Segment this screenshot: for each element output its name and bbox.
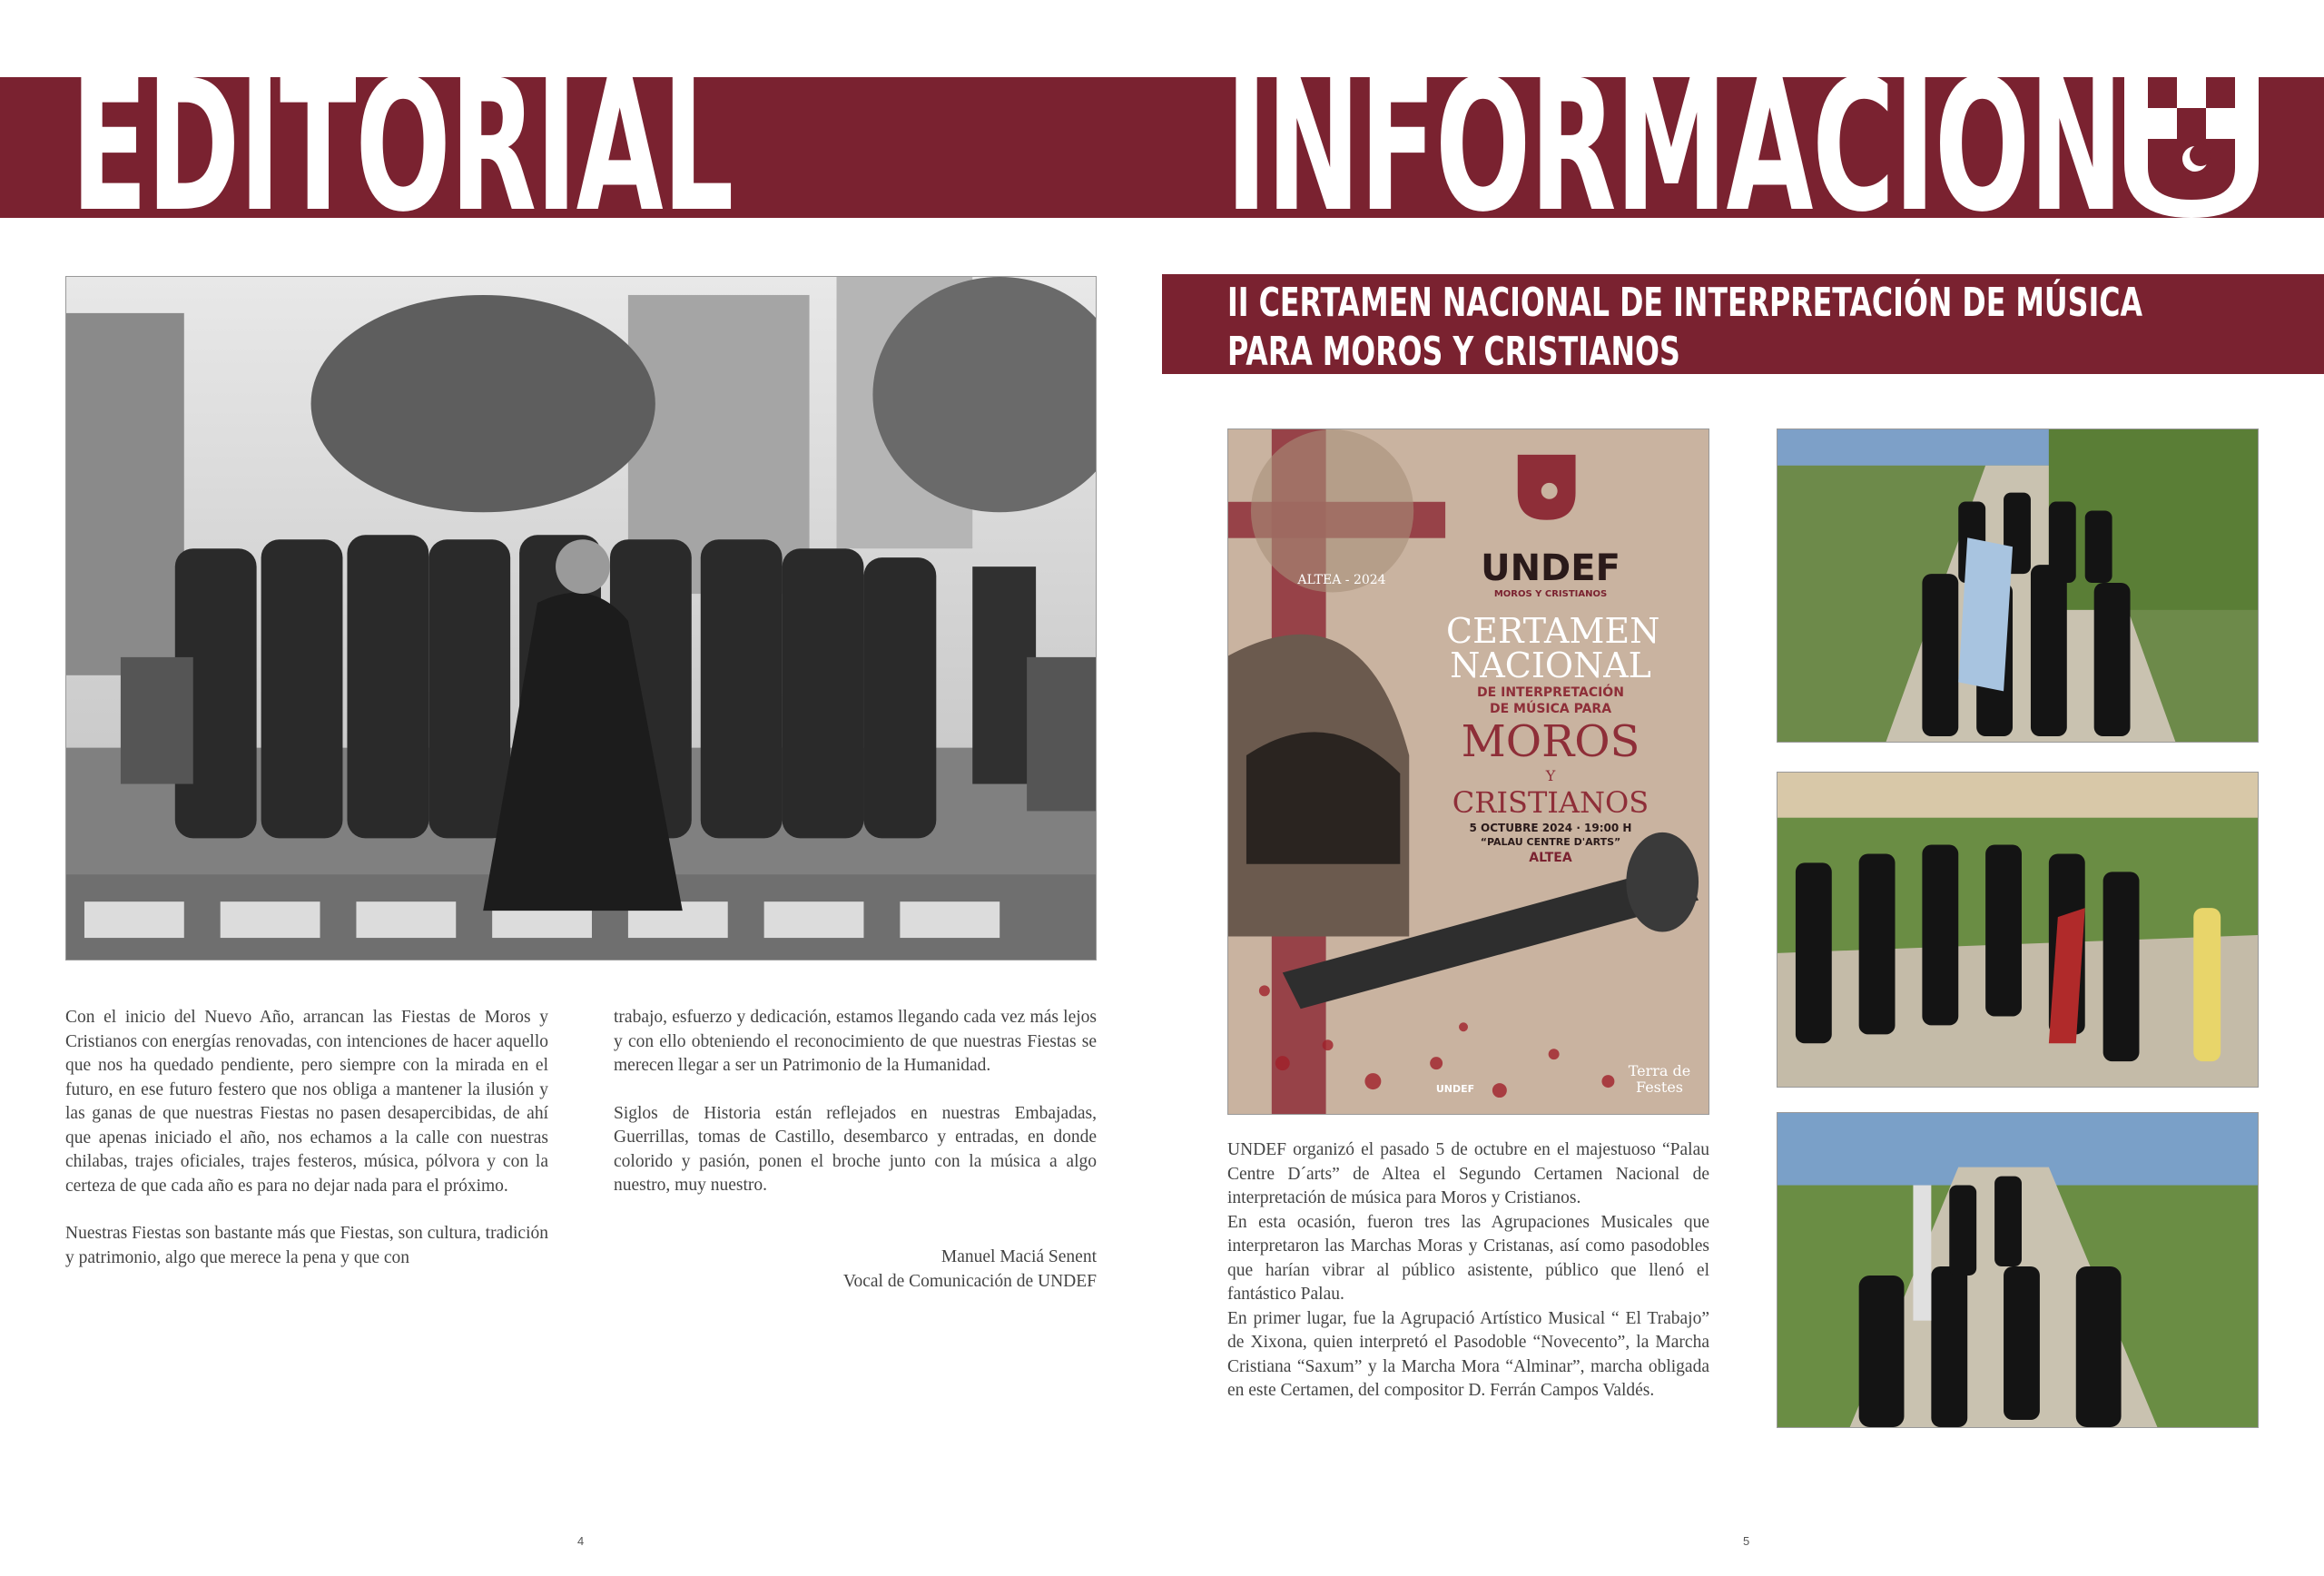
signature-name: Manuel Maciá Senent — [940, 1247, 1097, 1266]
parade-photo — [65, 276, 1097, 960]
band-photo-3 — [1777, 1112, 2259, 1428]
certamen-poster — [1227, 428, 1709, 1115]
article-subhead-line1: II CERTAMEN NACIONAL DE INTERPRETACIÓN DE MÚSICA — [1227, 280, 2143, 326]
page-number-right: 5 — [1743, 1534, 1750, 1548]
poster-date: 5 OCTUBRE 2024 · 19:00 H — [1469, 822, 1632, 834]
editorial-paragraph: Nuestras Fiestas son bastante más que Fiestas, son cultura, tradición y patrimonio, algo que merece la pena y que con — [65, 1224, 548, 1267]
poster-line5: MOROS — [1461, 716, 1640, 767]
editorial-paragraph: trabajo, esfuerzo y dedicación, estamos llegando cada vez más lejos y con ello obteniendo el reconocimiento de que nuestras Fiestas se merecen llegar a ser un Patrimonio de la Humanidad. — [614, 1008, 1097, 1075]
poster-brand-sub: MOROS Y CRISTIANOS — [1493, 589, 1608, 599]
signature — [614, 1246, 1097, 1294]
article-text — [1227, 1138, 1709, 1404]
article-paragraph: En primer lugar, fue la Agrupació Artístico Musical “ El Trabajo” de Xixona, quien interpretó el Pasodoble “Novecento”, la Marcha Cristiana “Saxum” y la Marcha Mora “Alminar”, marcha obligada en este Certamen, del compositor D. Ferrán Campos Valdés. — [1227, 1308, 1709, 1400]
poster-line3: DE INTERPRETACIÓN — [1477, 685, 1624, 700]
poster-logo-undef: UNDEF — [1435, 1083, 1475, 1095]
signature-role: Vocal de Comunicación de UNDEF — [842, 1271, 1097, 1291]
informacion-title: INFORMACIÓN — [1226, 41, 2122, 252]
undef-crest-icon — [2124, 77, 2259, 218]
poster-line2: NACIONAL — [1450, 645, 1651, 685]
poster-logo-terra: Terra de Festes — [1628, 1062, 1691, 1096]
poster-line1: CERTAMEN — [1446, 611, 1660, 651]
article-paragraph: UNDEF organizó el pasado 5 de octubre en el majestuoso “Palau Centre D´arts” de Altea el Segundo Certamen Nacional de interpretación de música para Moros y Cristianos. — [1227, 1140, 1709, 1207]
poster-line6: Y — [1545, 767, 1556, 784]
article-paragraph: En esta ocasión, fueron tres las Agrupaciones Musicales que interpretaron las Marchas Moras y Cristanas, así como pasodobles que harían vibrar al público asistente, público que llenó el fantástico Palau. — [1227, 1212, 1709, 1304]
editorial-column-1 — [65, 1006, 548, 1294]
band-photo-1 — [1777, 428, 2259, 743]
poster-line4: DE MÚSICA PARA — [1489, 702, 1612, 716]
poster-city-year: ALTEA - 2024 — [1297, 573, 1386, 587]
page-number-left: 4 — [577, 1534, 585, 1548]
editorial-title: EDITORIAL — [71, 41, 734, 252]
editorial-column-2 — [614, 1006, 1097, 1222]
poster-line7: CRISTIANOS — [1452, 785, 1649, 820]
poster-city: ALTEA — [1529, 851, 1572, 865]
poster-brand: UNDEF — [1481, 547, 1620, 589]
editorial-paragraph: Con el inicio del Nuevo Año, arrancan las Fiestas de Moros y Cristianos con energías renovadas, con intenciones de hacer aquello que nos ha quedado pendiente, pero siempre con la mirada en el futuro, en ese futuro festero que nos obliga a mantener la ilusión y las ganas de que nuestras Fiestas no pasen desapercibidas, de ahí que apenas iniciado el año, nos echamos a la calle con nuestras chilabas, trajes oficiales, trajes festeros, música, pólvora y con la certeza de que cada año es para no dejar nada para el próximo. — [65, 1008, 548, 1196]
poster-venue: “PALAU CENTRE D'ARTS” — [1480, 836, 1621, 848]
editorial-paragraph: Siglos de Historia están reflejados en nuestras Embajadas, Guerrillas, tomas de Castillo, desembarco y entradas, en donde colorido y pasión, ponen el broche junto con la música a algo nuestro, muy nuestro. — [614, 1103, 1097, 1195]
article-subhead-line2: PARA MOROS Y CRISTIANOS — [1227, 329, 1680, 375]
band-photo-2 — [1777, 772, 2259, 1088]
